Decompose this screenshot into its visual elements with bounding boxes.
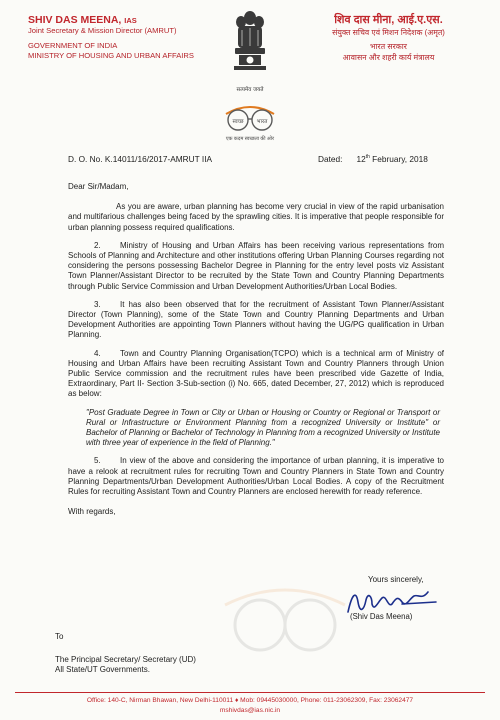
footer-address: Office: 140-C, Nirman Bhawan, New Delhi-110011 ♦ Mob: 09445030000, Phone: 011-23062309, Fax: 23062477 [86,697,414,704]
letter-body [68,182,444,525]
letterhead-english [28,14,218,62]
recipient-line-2: All State/UT Governments. [55,665,150,674]
footer-email: mshivdas@ias.nic.in [219,707,281,714]
swachh-bharat-logo [222,102,278,144]
paragraph-4: 4. Town and Country Planning Organisation(TCPO) which is a technical arm of Ministry of Housing and Urban Affairs have been recruiting Assistant Town and Country Planners through Union Public Service commission and the recruitment rules have been prescribed vide Gazette of India, Extraordinary, Part II- Section 3-Sub-section (i) No. 665, dated December, 27, 2012) which is reproduced as below: [68,348,444,399]
date-day: 12 [356,154,366,164]
swachh-word: स्वच्छ [232,119,244,125]
paragraph-5: 5. In view of the above and considering the importance of urban planning, it is imperative to have a relook at recruitment rules for recruiting Town and Country Planners in State Town and Country Planning Departments/Urban Development Authorities/Urban Local Bodies. A copy of the Recruitment Rules for recruiting Assistant Town and Country Planners are enclosed herewith for ready reference. [68,456,444,497]
signer-name: (Shiv Das Meena) [350,612,413,621]
government-line-hi: भारत सरकार [370,42,407,51]
sender-designation-en: Joint Secretary & Mission Director (AMRUT) [28,26,177,35]
closing-line: Yours sincerely, [368,575,424,584]
date-rest: February, 2018 [369,154,428,164]
ministry-line-hi: आवासन और शहरी कार्य मंत्रालय [342,53,435,62]
to-label: To [55,632,64,641]
spectacles-icon [222,102,278,132]
footer-divider [15,692,485,693]
paragraph-3: 3. It has also been observed that for the recruitment of Assistant Town Planner/Assistant Director (Town Planning), some of the State Town and Country Planning Departments and Urban Development Authorities are appointing Town Planners without having the UG/PG qualification in Urban Planning. [68,299,444,340]
ashoka-emblem-icon [230,8,270,80]
swachh-tagline: एक कदम स्वच्छता की ओर [225,136,275,142]
paragraph-1: As you are aware, urban planning has become very crucial in view of the rapid urbanisation and multifarious challenges being faced by the sprawling cities. It is imperative that people responsible for urban planning possess required qualifications. [68,202,444,232]
reference-number: D. O. No. K.14011/16/2017-AMRUT IIA [68,154,213,164]
salutation: Dear Sir/Madam, [68,182,129,191]
national-emblem [223,8,277,94]
sender-designation-hi: संयुक्त सचिव एवं मिशन निदेशक (अमृत) [332,28,445,37]
recipient-line-1: The Principal Secretary/ Secretary (UD) [55,655,196,664]
recipient-address [55,655,196,675]
regards-line: With regards, [68,507,116,517]
sender-name-en: SHIV DAS MEENA, IAS [28,14,137,26]
emblem-motto: सत्यमेव जयते [236,87,264,93]
paragraph-2: 2. Ministry of Housing and Urban Affairs has been receiving various representations from Schools of Planning and Architecture and other institutions offering Urban Planning Courses regarding not considering the persons possessing Bachelor Degree in Planning for the entry level posts viz Assistant Town Planner/Assistant Director to be recruited by the State Town and Country Planning Departments through Public Service Commission and Urban Development Authorities/Urban Local Bodies. [68,240,444,291]
quoted-rule: "Post Graduate Degree in Town or City or Urban or Housing or Country or Regional or Transport or Rural or Infrastructure or Environment Planning from a recognized University or Institute" or Bachelor of Planning or Bachelor of Technology in Planning from a recognized University or Institute with three year of experience in the field of Planning." [86,407,440,448]
sender-name-hi: शिव दास मीना, आई.ए.एस. [334,14,443,26]
letterhead-hindi [301,12,476,63]
bharat-word: भारत [256,119,268,125]
date-label: Dated: [318,154,343,164]
date-suffix: th [365,154,370,161]
letterhead-footer [0,692,500,716]
signature-block [330,575,450,621]
government-line-en: GOVERNMENT OF INDIA [28,40,118,50]
letter-date [318,154,428,164]
ministry-line-en: MINISTRY OF HOUSING AND URBAN AFFAIRS [28,51,194,60]
